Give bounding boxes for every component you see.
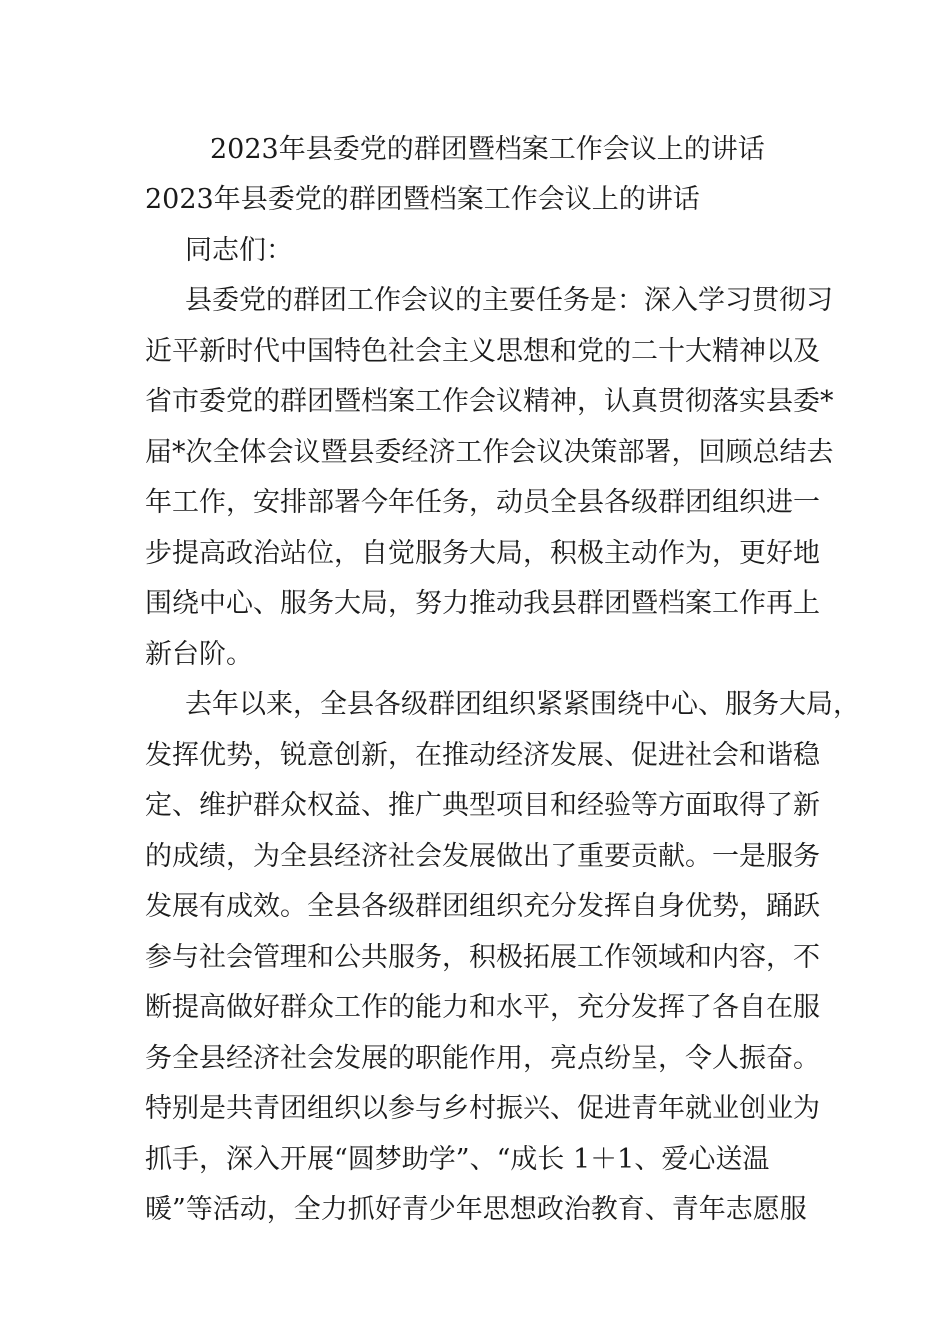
paragraph-line: 新台阶。 [145, 639, 253, 670]
paragraph-line: 暖”等活动，全力抓好青少年思想政治教育、青年志愿服 [145, 1194, 807, 1225]
paragraph-line: 断提高做好群众工作的能力和水平，充分发挥了各自在服 [145, 992, 820, 1023]
paragraph-line: 抓手，深入开展“圆梦助学”、“成长 1＋1、爱心送温 [145, 1144, 770, 1175]
paragraph-line: 定、维护群众权益、推广典型项目和经验等方面取得了新 [145, 790, 820, 821]
document-title: 2023年县委党的群团暨档案工作会议上的讲话 [210, 134, 765, 165]
paragraph-line: 县委党的群团工作会议的主要任务是：深入学习贯彻习 [185, 285, 833, 316]
paragraph-line: 近平新时代中国特色社会主义思想和党的二十大精神以及 [145, 336, 820, 367]
document-title-repeat: 2023年县委党的群团暨档案工作会议上的讲话 [145, 184, 700, 215]
paragraph-line: 届*次全体会议暨县委经济工作会议决策部署，回顾总结去 [145, 437, 834, 468]
salutation: 同志们： [185, 235, 293, 266]
paragraph-line: 特别是共青团组织以参与乡村振兴、促进青年就业创业为 [145, 1093, 820, 1124]
paragraph-line: 参与社会管理和公共服务，积极拓展工作领域和内容，不 [145, 942, 820, 973]
paragraph-line: 发挥优势，锐意创新，在推动经济发展、促进社会和谐稳 [145, 740, 820, 771]
paragraph-line: 省市委党的群团暨档案工作会议精神，认真贯彻落实县委* [145, 386, 834, 417]
paragraph-line: 务全县经济社会发展的职能作用，亮点纷呈，令人振奋。 [145, 1043, 820, 1074]
paragraph-line: 发展有成效。全县各级群团组织充分发挥自身优势，踊跃 [145, 891, 820, 922]
paragraph-line: 去年以来，全县各级群团组织紧紧围绕中心、服务大局， [185, 689, 860, 720]
paragraph-line: 围绕中心、服务大局，努力推动我县群团暨档案工作再上 [145, 588, 820, 619]
paragraph-line: 的成绩，为全县经济社会发展做出了重要贡献。一是服务 [145, 841, 820, 872]
paragraph-line: 步提高政治站位，自觉服务大局，积极主动作为，更好地 [145, 538, 820, 569]
paragraph-line: 年工作，安排部署今年任务，动员全县各级群团组织进一 [145, 487, 820, 518]
